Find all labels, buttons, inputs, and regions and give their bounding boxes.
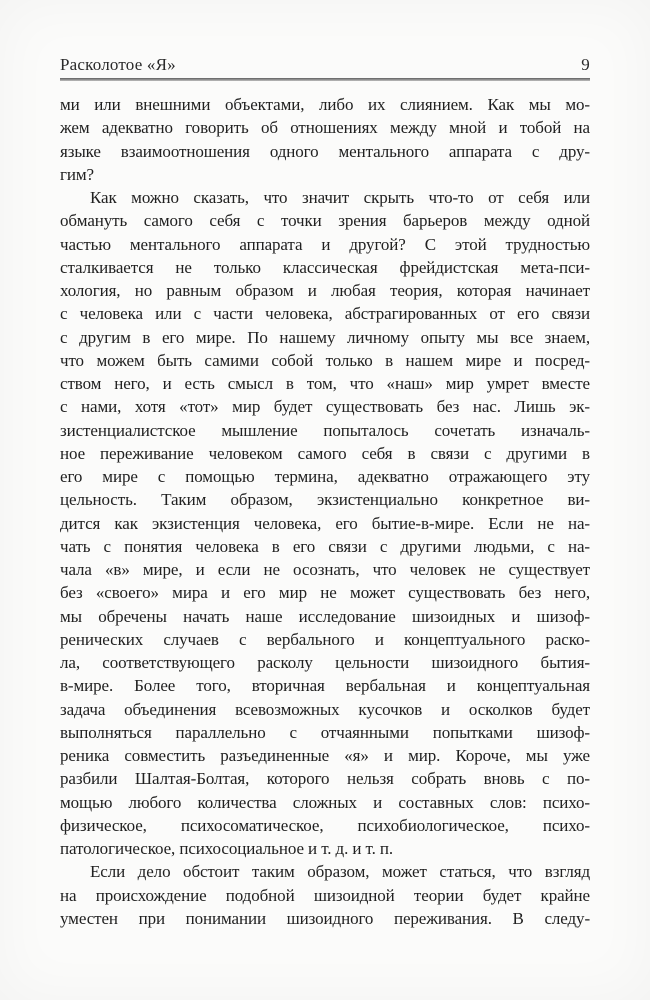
text-line: обмануть самого себя с точки зрения барьеров между одной [60,211,590,231]
text-line: ное переживание человеком самого себя в связи с другими в [60,443,590,463]
text-line: мы обречены начать наше исследование шизоидных и шизоф- [60,606,590,626]
text-line: Если дело обстоит таким образом, может статься, что взгляд [90,862,590,882]
text-line: с человека или с части человека, абстрагированных от его связи [60,304,590,324]
text-line: физическое, психосоматическое, психобиологическое, психо- [60,815,590,835]
text-line: без «своего» мира и его мир не может существовать без него, [60,583,590,603]
text-line: что можем быть самими собой только в нашем мире и посред- [60,350,590,370]
text-line: разбили Шалтая-Болтая, которого нельзя собрать вновь с по- [60,769,590,789]
text-line: уместен при понимании шизоидного переживания. В следу- [60,908,590,928]
text-line: цельность. Таким образом, экзистенциально конкретное ви- [60,490,590,510]
page-text [60,93,590,930]
text-line: мощью любого количества сложных и составных слов: психо- [60,792,590,812]
text-line: чала «в» мире, и если не осознать, что человек не существует [60,560,590,579]
running-title: Расколотое «Я» [60,55,176,74]
text-line: выполняться параллельно с отчаянными попытками шизоф- [60,722,590,742]
text-line: ми или внешними объектами, либо их слиянием. Как мы мо- [60,95,590,114]
text-line: ренических случаев с вербального и концептуального раско- [60,629,590,649]
header-rule [60,78,590,81]
text-line: хология, но равным образом и любая теория, которая начинает [60,281,590,300]
text-line: с другим в его мире. По нашему личному опыту мы все знаем, [60,327,590,347]
text-line: реника совместить разъединенные «я» и мир. Короче, мы уже [60,746,590,765]
page-number: 9 [581,55,590,74]
text-line: на происхождение подобной шизоидной теории будет крайне [60,885,590,905]
text-line: сталкивается не только классическая фрейдистская мета-пси- [60,257,590,277]
text-line: задача объединения всевозможных кусочков и осколков будет [60,699,590,719]
text-line: ла, соответствующего расколу цельности шизоидного бытия- [60,653,590,672]
text-line: языке взаимоотношения одного ментального аппарата с дру- [60,141,590,161]
text-line: жем адекватно говорить об отношениях между мной и тобой на [60,118,590,138]
text-line: в-мире. Более того, вторичная вербальная и концептуальная [60,676,590,696]
text-line: с нами, хотя «тот» мир будет существовать без нас. Лишь эк- [60,397,590,417]
text-line: его мире с помощью термина, адекватно отражающего эту [60,467,590,486]
text-line: ством него, и есть смысл в том, что «наш» мир умрет вместе [60,374,590,393]
page-header [60,55,590,75]
text-line: зистенциалистское мышление попыталось сочетать изначаль- [60,420,590,440]
text-line: дится как экзистенция человека, его бытие-в-мире. Если не на- [60,513,590,533]
text-line: гим? [60,164,94,184]
text-line: патологическое, психосоциальное и т. д. и т. п. [60,839,394,858]
text-line: частью ментального аппарата и другой? С этой трудностью [60,234,590,254]
text-line: чать с понятия человека в его связи с другими людьми, с на- [60,536,590,556]
text-line: Как можно сказать, что значит скрыть что-то от себя или [90,188,590,207]
